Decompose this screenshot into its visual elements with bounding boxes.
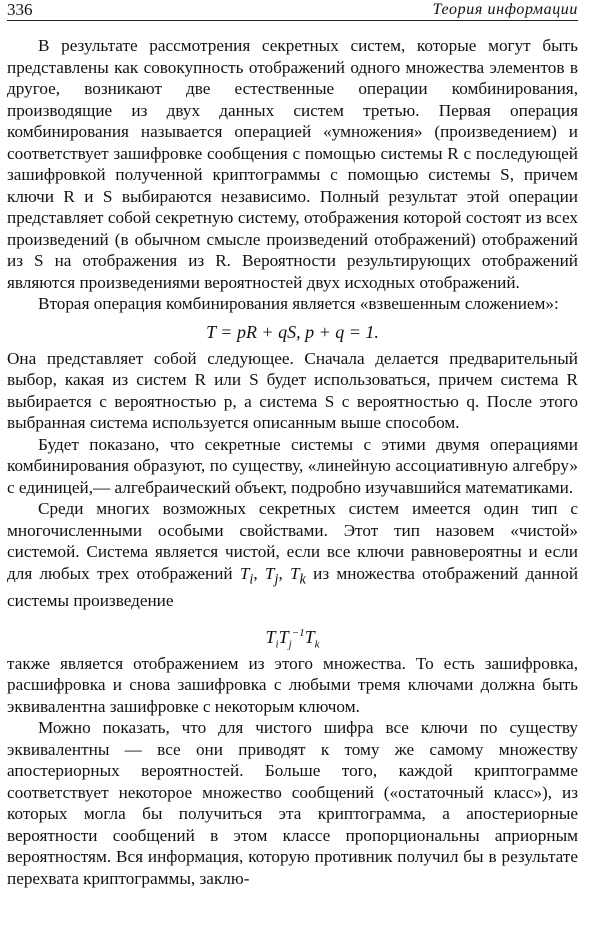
formula-product: $T_iT_j^{-1}T_k$ <box>265 626 320 651</box>
paragraph-combination-operations: В результате рассмотрения секретных систем, которые могут быть представлены как совокупность отображений одного множества элементов в другое, возникают две естественные операции комбинирования, производящие из двух данных систем третью. Первая операция комбинирования называется операцией «умножения» (произведением) и соответствует зашифровке сообщения с помощью системы R с последующей зашифровкой полученной криптограммы с помощью системы S, причем ключи R и S выбираются независимо. Полный результат этой операции представляет собой секретную систему, отображения которой состоят из всех произведений (в обычном смысле произведений отображений) отображений из S на отображения из R. Вероятности результирующих отображений являются произведениями вероятностей двух исходных отображений. <box>7 36 578 292</box>
paragraph-linear-algebra: Будет показано, что секретные системы с этими двумя операциями комбинирования образуют, по существу, «линейную ассоциативную алгебру» с единицей,— алгебраический объект, подробно изучавшийся математиками. <box>7 434 578 497</box>
page-number: 336 <box>7 0 33 19</box>
paragraph-pure-system: Среди многих возможных секретных систем имеется один тип с многочисленными особыми свойствами. Этот тип назовем «чистой» системой. Система является чистой, если все ключи равновероятны и если для любых трех отображений $T_i$, $T_j$, $T_k$ из множества отображений данной системы произведение <box>7 499 579 611</box>
symbol-T-k: $T_k$ <box>289 563 306 587</box>
paragraph-pure-cipher-keys: Можно показать, что для чистого шифра все ключи по существу эквивалентны — все они приводят к тому же самому множеству апостериорных вероятностей. Больше того, каждой криптограмме соответствует некоторое множество сообщений («остаточный класс»), из которых могла бы получиться эта криптограмма, а апостериорные вероятности сообщений в этом классе пропорциональны априорным вероятностям. Вся информация, которую противник получил бы в результате перехвата криптограммы, заклю- <box>7 718 578 888</box>
symbol-T-j: $T_j$ <box>264 563 279 587</box>
symbol-T-i: $T_i$ <box>239 563 254 587</box>
paragraph-product-closure: также является отображением из этого множества. То есть зашифровка, расшифровка и снова зашифровка с любыми тремя ключами должна быть эквивалентна зашифровке с некоторым ключом. <box>7 653 578 716</box>
pure-system-text-1: Среди многих возможных секретных систем имеется один тип с многочисленными особыми свойствами. Этот тип назовем «чистой» системой. Система является чистой, если все ключи равновероятны и если для любых трех отображений <box>7 499 578 583</box>
pure-system-text-2: из множества отображений данной системы произведение <box>7 563 579 611</box>
formula-weighted-sum: T = pR + qS, p + q = 1. <box>206 321 379 342</box>
paragraph-weighted-addition: Вторая операция комбинирования является «взвешенным сложением»: <box>38 294 559 313</box>
paragraph-weighted-explanation: Она представляет собой следующее. Сначала делается предварительный выбор, какая из систем R или S будет использоваться, причем система R выбирается с вероятностью p, а система S с вероятностью q. После этого выбранная система используется описанным выше способом. <box>7 348 578 432</box>
page-header <box>7 0 578 21</box>
body-text <box>7 35 578 889</box>
running-title: Теория информации <box>432 1 578 18</box>
